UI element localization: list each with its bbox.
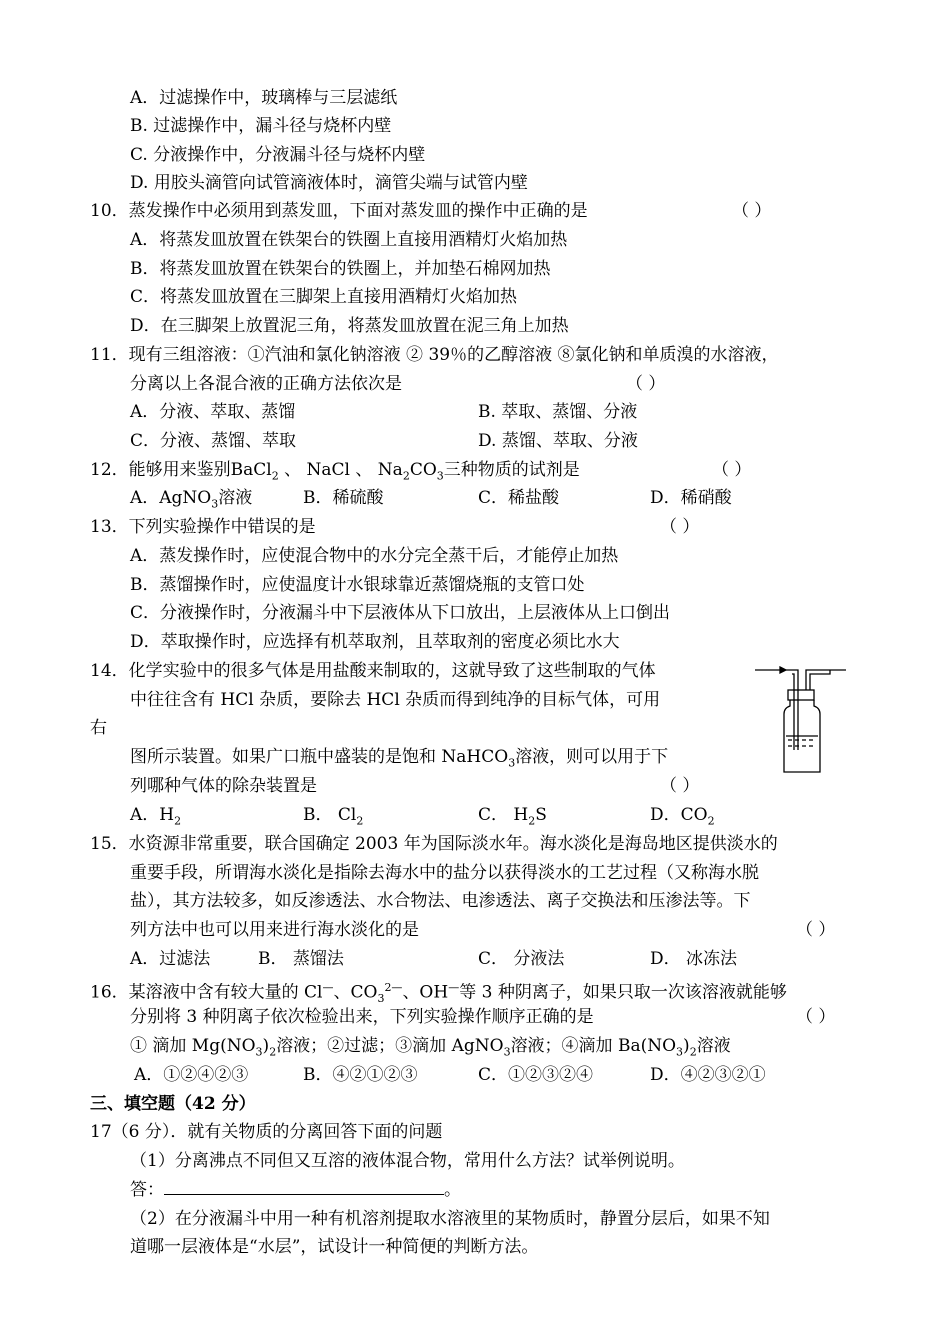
inlet-tube [786,670,798,750]
gas-washing-bottle-figure [750,660,850,778]
q17-part2-line1: （2）在分液漏斗中用一种有机溶剂提取水溶液里的某物质时，静置分层后，如果不知 [130,1209,770,1229]
q17-stem: 17（6 分）．就有关物质的分离回答下面的问题 [90,1122,443,1142]
q13-stem: 13．下列实验操作中错误的是 [90,517,316,537]
q16-option-c: C．①②③②④ [478,1065,594,1085]
q17-answer-blank[interactable] [164,1180,444,1195]
q16-line3: ① 滴加 $Mg(NO_3)_2$溶液；②过滤；③滴加 AgNO$_3$溶液；④滴加 $Ba(NO_3)_2$溶液 [130,1036,731,1059]
q17-part2-line2: 道哪一层液体是“水层”，试设计一种简便的判断方法。 [130,1237,539,1257]
q15-option-b: B． 蒸馏法 [258,949,344,969]
q14-option-a: A．$H_2$ [130,805,182,828]
q16-answer-paren: （ ） [796,1007,836,1027]
q13-option-b: B．蒸馏操作时，应使温度计水银球靠近蒸馏烧瓶的支管口处 [130,575,585,595]
q15-line4: 列方法中也可以用来进行海水淡化的是 [130,920,419,940]
q10-stem: 10．蒸发操作中必须用到蒸发皿，下面对蒸发皿的操作中正确的是 [90,201,588,221]
q16-line1: 16．某溶液中含有较大量的 Cl—、$CO_3^{2—}$、OH—等 3 种阴离子，如果只取一次该溶液就能够 [90,981,787,1006]
q11-stem-line1: 11．现有三组溶液：①汽油和氯化钠溶液 ② 39％的乙醇溶液 ⑧氯化钠和单质溴的水溶液， [90,345,779,365]
q15-option-c: C． 分液法 [478,949,565,969]
q13-answer-paren: （ ） [660,517,700,537]
q16-option-a: A．①②④②③ [134,1065,249,1085]
q10-answer-paren: （ ） [732,201,772,221]
q12-option-d: D．稀硝酸 [650,488,732,508]
q10-option-b: B．将蒸发皿放置在铁架台的铁圈上，并加垫石棉网加热 [130,259,551,279]
q15-line2: 重要手段，所谓海水淡化是指除去海水中的盐分以获得淡水的工艺过程（又称海水脱 [130,863,759,883]
q9-option-a: A．过滤操作中，玻璃棒与三层滤纸 [130,88,398,108]
q16-line2: 分别将 3 种阴离子依次检验出来，下列实验操作顺序正确的是 [130,1007,594,1027]
inlet-tube-inner [792,674,794,750]
q15-line1: 15．水资源非常重要，联合国确定 2003 年为国际淡水年。海水淡化是海岛地区提供淡水的 [90,834,778,854]
q13-option-c: C．分液操作时，分液漏斗中下层液体从下口放出，上层液体从上口倒出 [130,603,671,623]
q11-stem-line2: 分离以上各混合液的正确方法依次是 [130,374,402,394]
q15-answer-paren: （ ） [796,920,836,940]
q10-option-a: A．将蒸发皿放置在铁架台的铁圈上直接用酒精灯火焰加热 [130,230,568,250]
bottle-stopper [788,690,814,700]
q10-option-c: C．将蒸发皿放置在三脚架上直接用酒精灯火焰加热 [130,287,518,307]
q14-line4: 图所示装置。如果广口瓶中盛装的是饱和 NaHCO$_3$溶液，则可以用于下 [130,747,669,770]
q11-option-c: C．分液、蒸馏、萃取 [130,431,297,451]
inlet-arrow-head-icon [780,667,786,673]
q14-option-d: D．$CO_2$ [650,805,715,828]
q13-option-a: A．蒸发操作时，应使混合物中的水分完全蒸干后，才能停止加热 [130,546,619,566]
q17-answer-line: 答： 。 [130,1180,461,1200]
q17-part1: （1）分离沸点不同但又互溶的液体混合物，常用什么方法？试举例说明。 [130,1151,685,1171]
q12-option-b: B．稀硫酸 [303,488,384,508]
q14-answer-paren: （ ） [660,776,700,796]
q15-option-a: A．过滤法 [130,949,211,969]
q10-option-d: D．在三脚架上放置泥三角，将蒸发皿放置在泥三角上加热 [130,316,569,336]
outlet-tube-inner [810,670,830,690]
q12-option-a: A．AgNO$_3$溶液 [130,488,253,511]
outlet-tube [806,670,846,690]
q14-line5: 列哪种气体的除杂装置是 [130,776,317,796]
q12-stem: 12．能够用来鉴别BaCl$_2$ 、 NaCl 、 $Na_2CO_3$三种物质的试剂是 [90,460,580,483]
q14-option-c: C． $H_2S$ [478,805,547,828]
q12-option-c: C．稀盐酸 [478,488,560,508]
q15-line3: 盐），其方法较多，如反渗透法、水合物法、电渗透法、离子交换法和压渗法等。下 [130,891,751,911]
q13-option-d: D．萃取操作时，应选择有机萃取剂，且萃取剂的密度必须比水大 [130,632,620,652]
q9-option-c: C. 分液操作中，分液漏斗径与烧杯内壁 [130,145,426,165]
q9-option-b: B. 过滤操作中，漏斗径与烧杯内壁 [130,116,392,136]
q14-option-b: B． $Cl_2$ [303,805,364,828]
q12-answer-paren: （ ） [712,460,752,480]
q11-option-b: B. 萃取、蒸馏、分液 [478,402,638,422]
q11-answer-paren: （ ） [626,374,666,394]
q11-option-a: A．分液、萃取、蒸馏 [130,402,296,422]
q11-option-d: D. 蒸馏、萃取、分液 [478,431,638,451]
q14-line2: 中往往含有 HCl 杂质，要除去 HCl 杂质而得到纯净的目标气体，可用 [130,690,661,710]
q14-line1: 14．化学实验中的很多气体是用盐酸来制取的，这就导致了这些制取的气体 [90,661,656,681]
q15-option-d: D． 冰冻法 [650,949,738,969]
q16-option-b: B．④②①②③ [303,1065,418,1085]
q14-line3: 右 [90,718,107,738]
section-3-heading: 三、填空题（42 分） [90,1094,256,1114]
q9-option-d: D. 用胶头滴管向试管滴液体时，滴管尖端与试管内壁 [130,173,528,193]
q16-option-d: D．④②③②① [650,1065,766,1085]
